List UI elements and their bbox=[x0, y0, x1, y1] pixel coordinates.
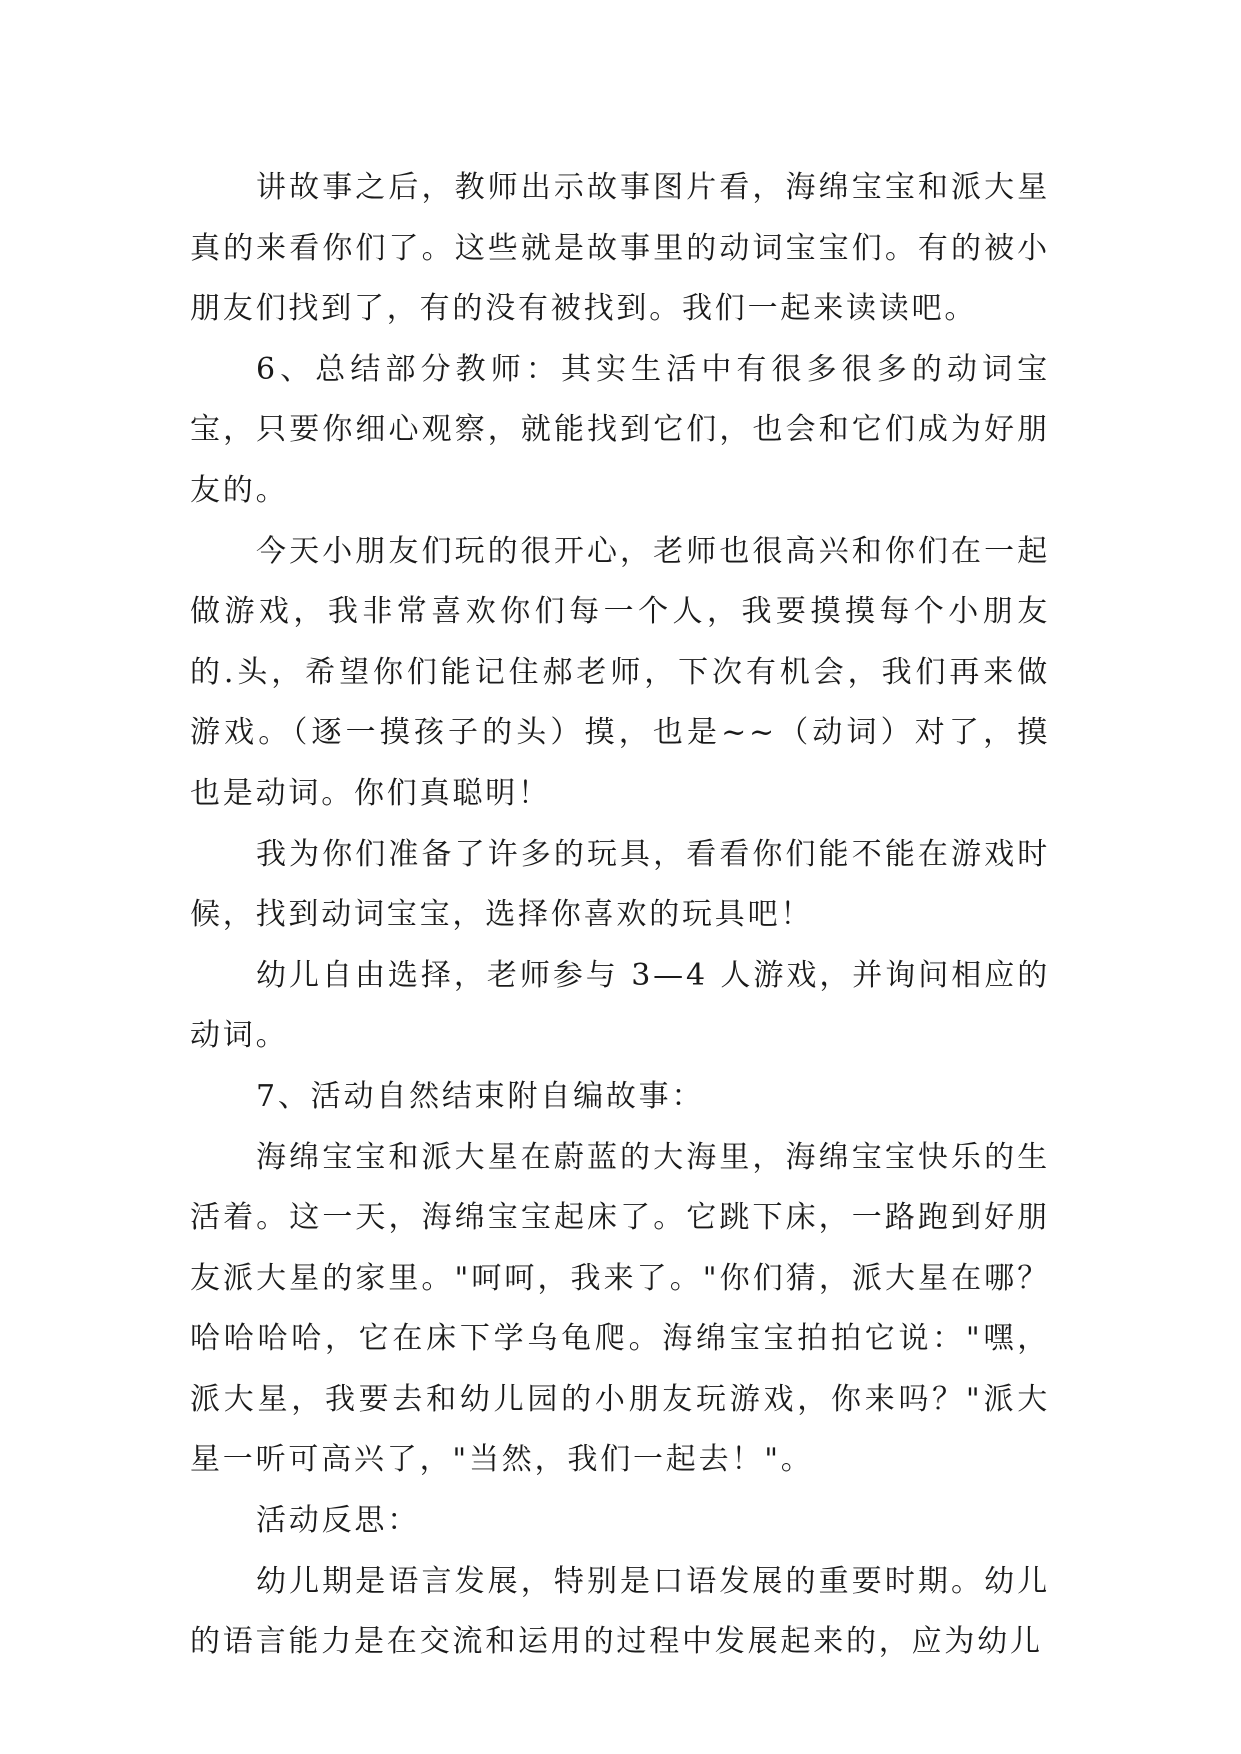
document-body bbox=[190, 158, 1050, 1673]
paragraph-story: 海绵宝宝和派大星在蔚蓝的大海里，海绵宝宝快乐的生活着。这一天，海绵宝宝起床了。它跳下床，一路跑到好朋友派大星的家里。"呵呵，我来了。"你们猜，派大星在哪？哈哈哈哈，它在床下学乌龟爬。海绵宝宝拍拍它说："嘿，派大星，我要去和幼儿园的小朋友玩游戏，你来吗？"派大星一听可高兴了，"当然，我们一起去！"。 bbox=[190, 1139, 1050, 1478]
paragraph-reflection-heading: 活动反思： bbox=[256, 1503, 420, 1539]
paragraph-toys: 我为你们准备了许多的玩具，看看你们能不能在游戏时候，找到动词宝宝，选择你喜欢的玩具吧！ bbox=[190, 836, 1050, 933]
paragraph-free-choice: 幼儿自由选择，老师参与 3—4 人游戏，并询问相应的动词。 bbox=[190, 957, 1050, 1054]
paragraph-story-pictures: 讲故事之后，教师出示故事图片看，海绵宝宝和派大星真的来看你们了。这些就是故事里的动词宝宝们。有的被小朋友们找到了，有的没有被找到。我们一起来读读吧。 bbox=[190, 170, 1050, 327]
paragraph-teacher-closing: 今天小朋友们玩的很开心，老师也很高兴和你们在一起做游戏，我非常喜欢你们每一个人，我要摸摸每个小朋友的.头，希望你们能记住郝老师，下次有机会，我们再来做游戏。（逐一摸孩子的头）摸，也是~~（动词）对了，摸也是动词。你们真聪明！ bbox=[190, 533, 1050, 811]
paragraph-summary: 6、总结部分教师：其实生活中有很多很多的动词宝宝，只要你细心观察，就能找到它们，也会和它们成为好朋友的。 bbox=[190, 351, 1050, 508]
paragraph-activity-end: 7、活动自然结束附自编故事： bbox=[256, 1078, 705, 1114]
paragraph-reflection: 幼儿期是语言发展，特别是口语发展的重要时期。幼儿的语言能力是在交流和运用的过程中发展起来的，应为幼儿 bbox=[190, 1563, 1050, 1660]
